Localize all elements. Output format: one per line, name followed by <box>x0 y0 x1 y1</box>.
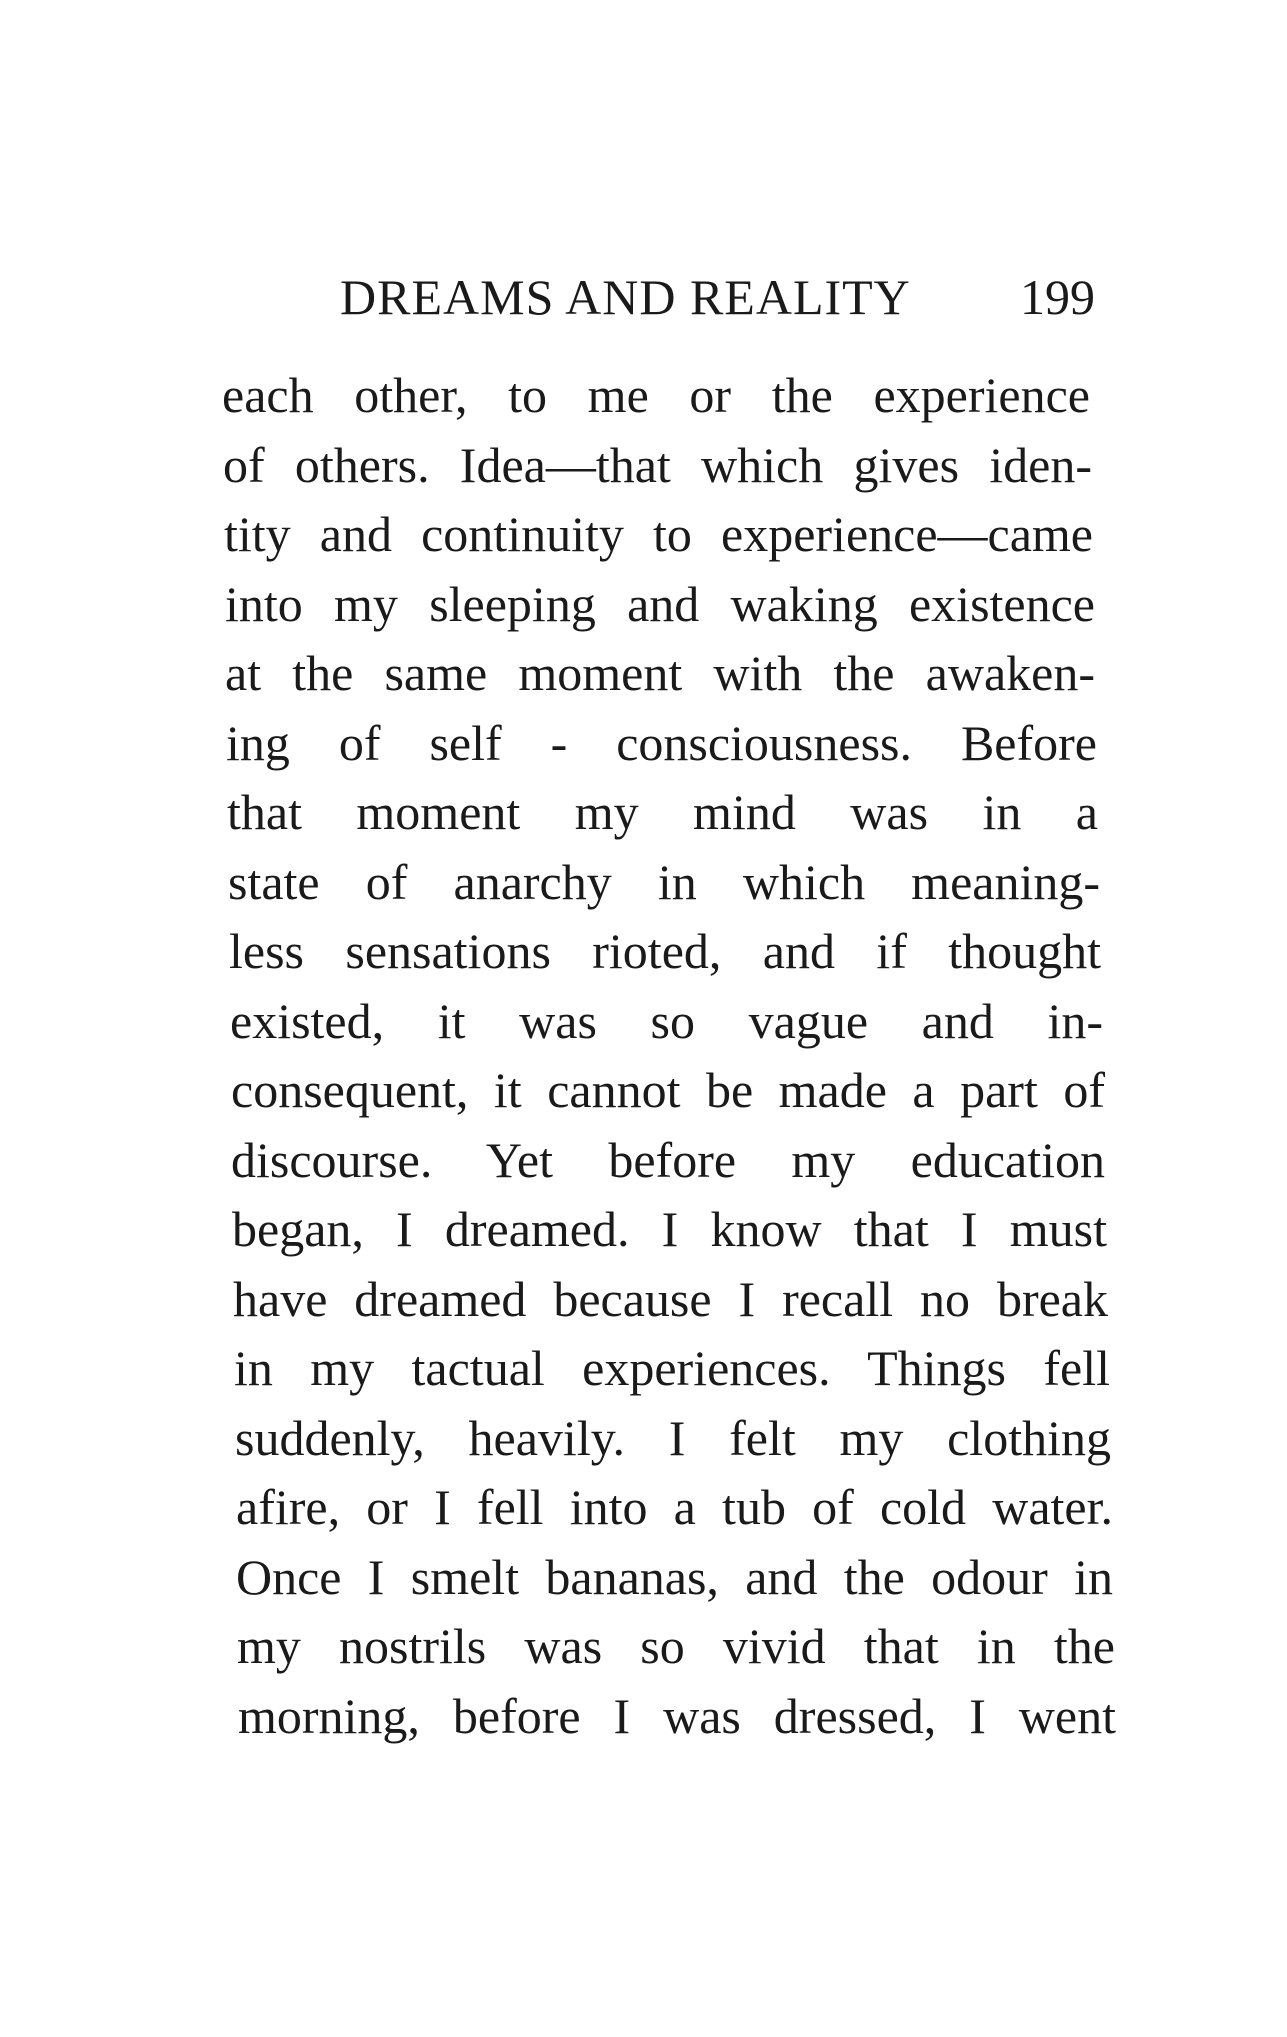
text-line: suddenly, heavily. I felt my clothing <box>235 1410 1111 1466</box>
text-line: have dreamed because I recall no break <box>233 1271 1108 1327</box>
text-line: at the same moment with the awaken- <box>225 645 1095 701</box>
page-number: 199 <box>1020 269 1095 325</box>
text-line: less sensations rioted, and if thought <box>229 923 1101 979</box>
text-line: consequent, it cannot be made a part of <box>231 1062 1105 1118</box>
text-line: into my sleeping and waking existence <box>225 576 1095 632</box>
text-line: afire, or I fell into a tub of cold water. <box>236 1479 1113 1535</box>
text-line: each other, to me or the experience <box>222 367 1090 423</box>
text-line: Once I smelt bananas, and the odour in <box>236 1549 1113 1605</box>
text-line: state of anarchy in which meaning- <box>228 854 1100 910</box>
running-head <box>340 268 1095 328</box>
text-line: that moment my mind was in a <box>227 784 1098 840</box>
running-title: DREAMS AND REALITY <box>340 269 911 325</box>
text-line: of others. Idea—that which gives iden- <box>223 437 1092 493</box>
text-line: began, I dreamed. I know that I must <box>232 1201 1107 1257</box>
text-line: tity and continuity to experience—came <box>224 506 1093 562</box>
text-line: existed, it was so vague and in- <box>230 993 1103 1049</box>
text-line: ing of self - consciousness. Before <box>226 715 1097 771</box>
text-line: discourse. Yet before my education <box>231 1132 1105 1188</box>
text-line: morning, before I was dressed, I went <box>238 1688 1116 1744</box>
text-line: in my tactual experiences. Things fell <box>234 1340 1110 1396</box>
text-line: my nostrils was so vivid that in the <box>237 1618 1115 1674</box>
